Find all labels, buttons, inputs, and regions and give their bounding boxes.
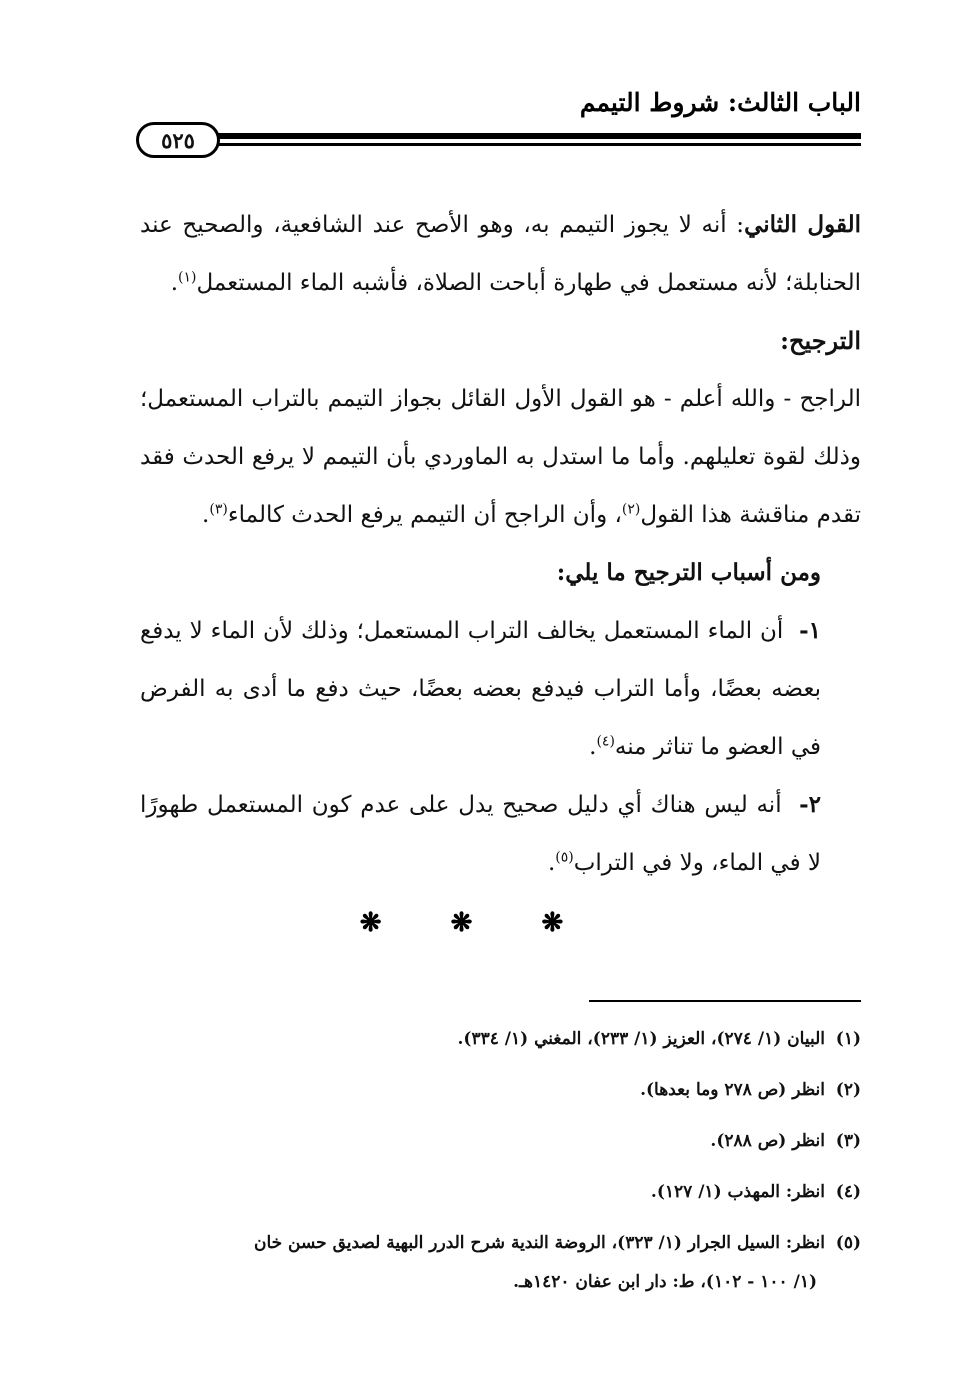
section-heading-tarjih: الترجيح: (780, 326, 861, 355)
second-opinion-text: : أنه لا يجوز التيمم به، وهو الأصح عند الشافعية، والصحيح عند الحنابلة؛ لأنه مستعمل في طهارة أباحت الصلاة، فأشبه الماء المستعمل (140, 212, 861, 296)
reasons-intro: ومن أسباب الترجيح ما يلي: (556, 559, 821, 586)
footnote-number: (١) (835, 1029, 861, 1049)
footnote-item (140, 1078, 861, 1103)
footnote-item (140, 1027, 861, 1052)
paragraph-preponderance (140, 370, 861, 544)
footnote-continuation: (١/ ١٠٠ - ١٠٢)، ط: دار ابن عفان ١٤٢٠هـ. (513, 1272, 817, 1292)
footnotes (140, 1027, 861, 1321)
reason-2 (140, 776, 861, 892)
reason-1-number: ١- (799, 617, 822, 644)
reason-1 (140, 602, 861, 776)
main-text (140, 196, 861, 892)
footnote-number: (٤) (835, 1182, 861, 1202)
page-number-badge (136, 122, 220, 158)
chapter-title: الباب الثالث: شروط التيمم (579, 88, 861, 117)
header-rule (215, 133, 861, 147)
footnote-text: انظر: المهذب (١/ ١٢٧). (650, 1182, 825, 1202)
footnote-item (140, 1231, 861, 1256)
period: . (589, 734, 597, 760)
page-number: ٥٢٥ (161, 127, 195, 153)
footnote-ref-3[interactable]: (٣) (209, 501, 228, 518)
header-rule-thin (215, 143, 861, 146)
second-opinion-lead: القول الثاني (744, 211, 861, 238)
period: . (170, 270, 179, 296)
footnote-item (140, 1180, 861, 1205)
footnote-ref-1[interactable]: (١) (178, 269, 197, 286)
preponderance-text: الراجح - والله أعلم - هو القول الأول القائل بجواز التيمم بالتراب المستعمل؛ وذلك لقوة تعليلهم. وأما ما استدل به الماوردي بأن التيمم لا يرفع الحدث فقد تقدم مناقشة هذا القول (140, 386, 861, 528)
footnote-item (140, 1129, 861, 1154)
footnote-number: (٢) (835, 1080, 861, 1100)
footnote-ref-5[interactable]: (٥) (555, 849, 574, 866)
preponderance-text-2: ، وأن الراجح أن التيمم يرفع الحدث كالماء (227, 502, 622, 528)
period: . (202, 502, 210, 528)
footnote-number: (٣) (835, 1131, 861, 1151)
header-rule-thick (215, 133, 861, 139)
footnote-text: انظر: السيل الجرار (١/ ٣٢٣)، الروضة الندية شرح الدرر البهية لصديق حسن خان (253, 1233, 825, 1253)
reason-1-text: أن الماء المستعمل يخالف التراب المستعمل؛ وذلك لأن الماء لا يدفع بعضه بعضًا، وأما التراب فيدفع بعضه بعضًا، حيث دفع ما أدى به الفرض في العضو ما تناثر منه (140, 618, 821, 760)
footnote-ref-2[interactable]: (٢) (621, 501, 641, 518)
footnote-ref-4[interactable]: (٤) (596, 733, 615, 750)
footnote-text: انظر (ص ٢٧٨ وما بعدها). (640, 1080, 825, 1100)
footnote-text: انظر (ص ٢٨٨). (710, 1131, 825, 1151)
reason-2-text: أنه ليس هناك أي دليل صحيح يدل على عدم كون المستعمل طهورًا لا في الماء، ولا في التراب (140, 792, 821, 876)
period: . (547, 850, 556, 876)
section-separator: ❋ ❋ ❋ (359, 908, 594, 938)
footnote-number: (٥) (835, 1233, 861, 1253)
paragraph-second-opinion (140, 196, 861, 312)
footnote-rule (589, 1000, 861, 1002)
reason-2-number: ٢- (799, 791, 822, 818)
footnote-text: البيان (١/ ٢٧٤)، العزيز (١/ ٢٣٣)، المغني (١/ ٣٣٤). (457, 1029, 825, 1049)
